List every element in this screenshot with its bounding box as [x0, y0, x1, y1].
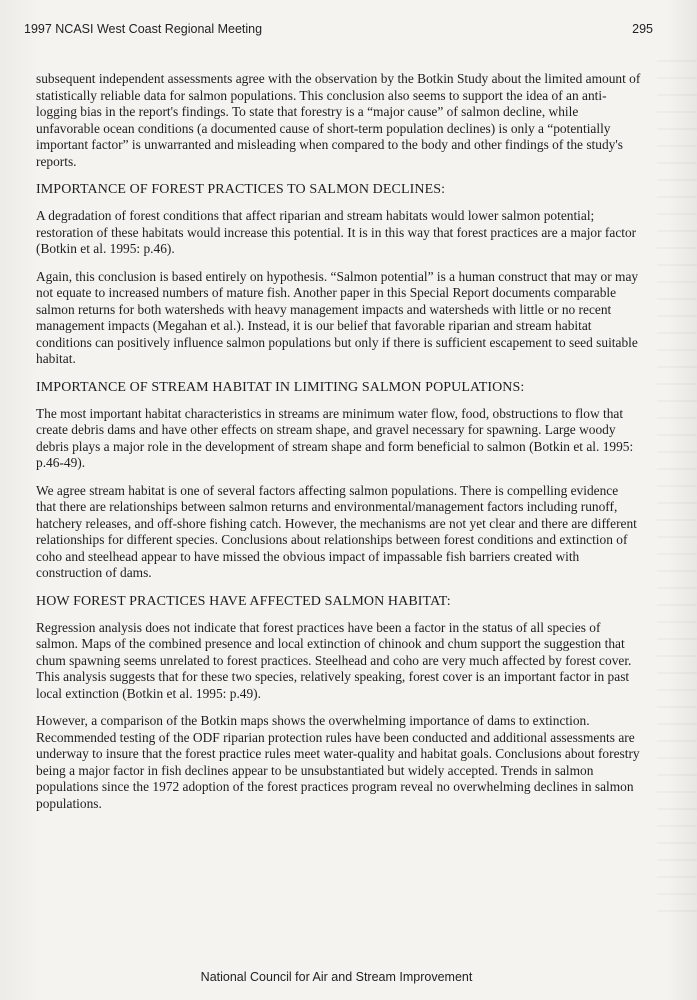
paragraph-hypothesis: Again, this conclusion is based entirely on hypothesis. “Salmon potential” is a human construct that may or may not equate to increased numbers of mature fish. Another paper in this Special Report documents comparable salmon returns for both watersheds with heavy management impacts and watersheds with little or no recent management impacts (Megahan et al.). Instead, it is our belief that favorable riparian and stream habitat conditions can positively influence salmon populations but only if there is sufficient escapement to seed suitable habitat. [36, 268, 639, 366]
paragraph-regression-analysis: Regression analysis does not indicate that forest practices have been a factor in the status of all species of salmon. Maps of the combined presence and local extinction of chinook and chum support the suggestion that chum spawning seems unrelated to forest practices. Steelhead and coho are very much affected by forest cover. This analysis suggests that for these two species, relatively speaking, forest cover is an important factor in past local extinction (Botkin et al. 1995: p.49). [36, 619, 632, 701]
page-number: 295 [632, 22, 653, 36]
paragraph-intro: subsequent independent assessments agree with the observation by the Botkin Study about the limited amount of statistically reliable data for salmon populations. This conclusion also seems to support the idea of an anti-logging bias in the report's findings. To state that forestry is a “major cause” of salmon decline, while unfavorable ocean conditions (a documented cause of short-term population declines) is only a “potentially important factor” is unwarranted and misleading when compared to the body and other findings of the study's reports. [36, 71, 641, 169]
facing-page-bleed-through [657, 60, 697, 920]
paragraph-habitat-characteristics: The most important habitat characteristics in streams are minimum water flow, food, obstructions to flow that create debris dams and have other effects on stream shape, and gravel necessary for spawning. Large woody debris plays a major role in the development of stream shape and form beneficial to salmon (Botkin et al. 1995: p.46-49). [36, 405, 634, 470]
footer-organization: National Council for Air and Stream Improvement [200, 970, 473, 984]
section-heading-forest-practices-declines: IMPORTANCE OF FOREST PRACTICES TO SALMON DECLINES: [36, 182, 446, 197]
section-heading-forest-practices-habitat: HOW FOREST PRACTICES HAVE AFFECTED SALMON HABITAT: [36, 593, 451, 609]
paragraph-forest-degradation: A degradation of forest conditions that affect riparian and stream habitats would lower salmon potential; restoration of these habitats would increase this potential. It is in this way that forest practices are a major factor (Botkin et al. 1995: p.46). [36, 208, 637, 256]
page-footer [0, 970, 697, 984]
paragraph-dams-comparison: However, a comparison of the Botkin maps shows the overwhelming importance of dams to extinction. Recommended testing of the ODF riparian protection rules have been conducted and additional assessments are underway to insure that the forest practice rules meet water-quality and habitat goals. Conclusions about forestry being a major factor in fish declines appear to be unsubstantiated but widely accepted. Trends in salmon populations since the 1972 adoption of the forest practices program reveal no overwhelming declines in salmon populations. [36, 713, 640, 811]
running-title: 1997 NCASI West Coast Regional Meeting [24, 22, 263, 36]
section-heading-stream-habitat: IMPORTANCE OF STREAM HABITAT IN LIMITING SALMON POPULATIONS: [36, 379, 525, 395]
page-header [24, 22, 653, 42]
page-body [36, 71, 641, 823]
paragraph-stream-habitat-factors: We agree stream habitat is one of several factors affecting salmon populations. There is compelling evidence that there are relationships between salmon returns and environmental/management factors including runoff, hatchery releases, and off-shore fishing catch. However, the mechanisms are not yet clear and there are different relationships for different species. Conclusions about relationships between forest conditions and extinction of coho and steelhead appear to have missed the obvious impact of impassable fish barriers created with construction of dams. [36, 482, 637, 580]
